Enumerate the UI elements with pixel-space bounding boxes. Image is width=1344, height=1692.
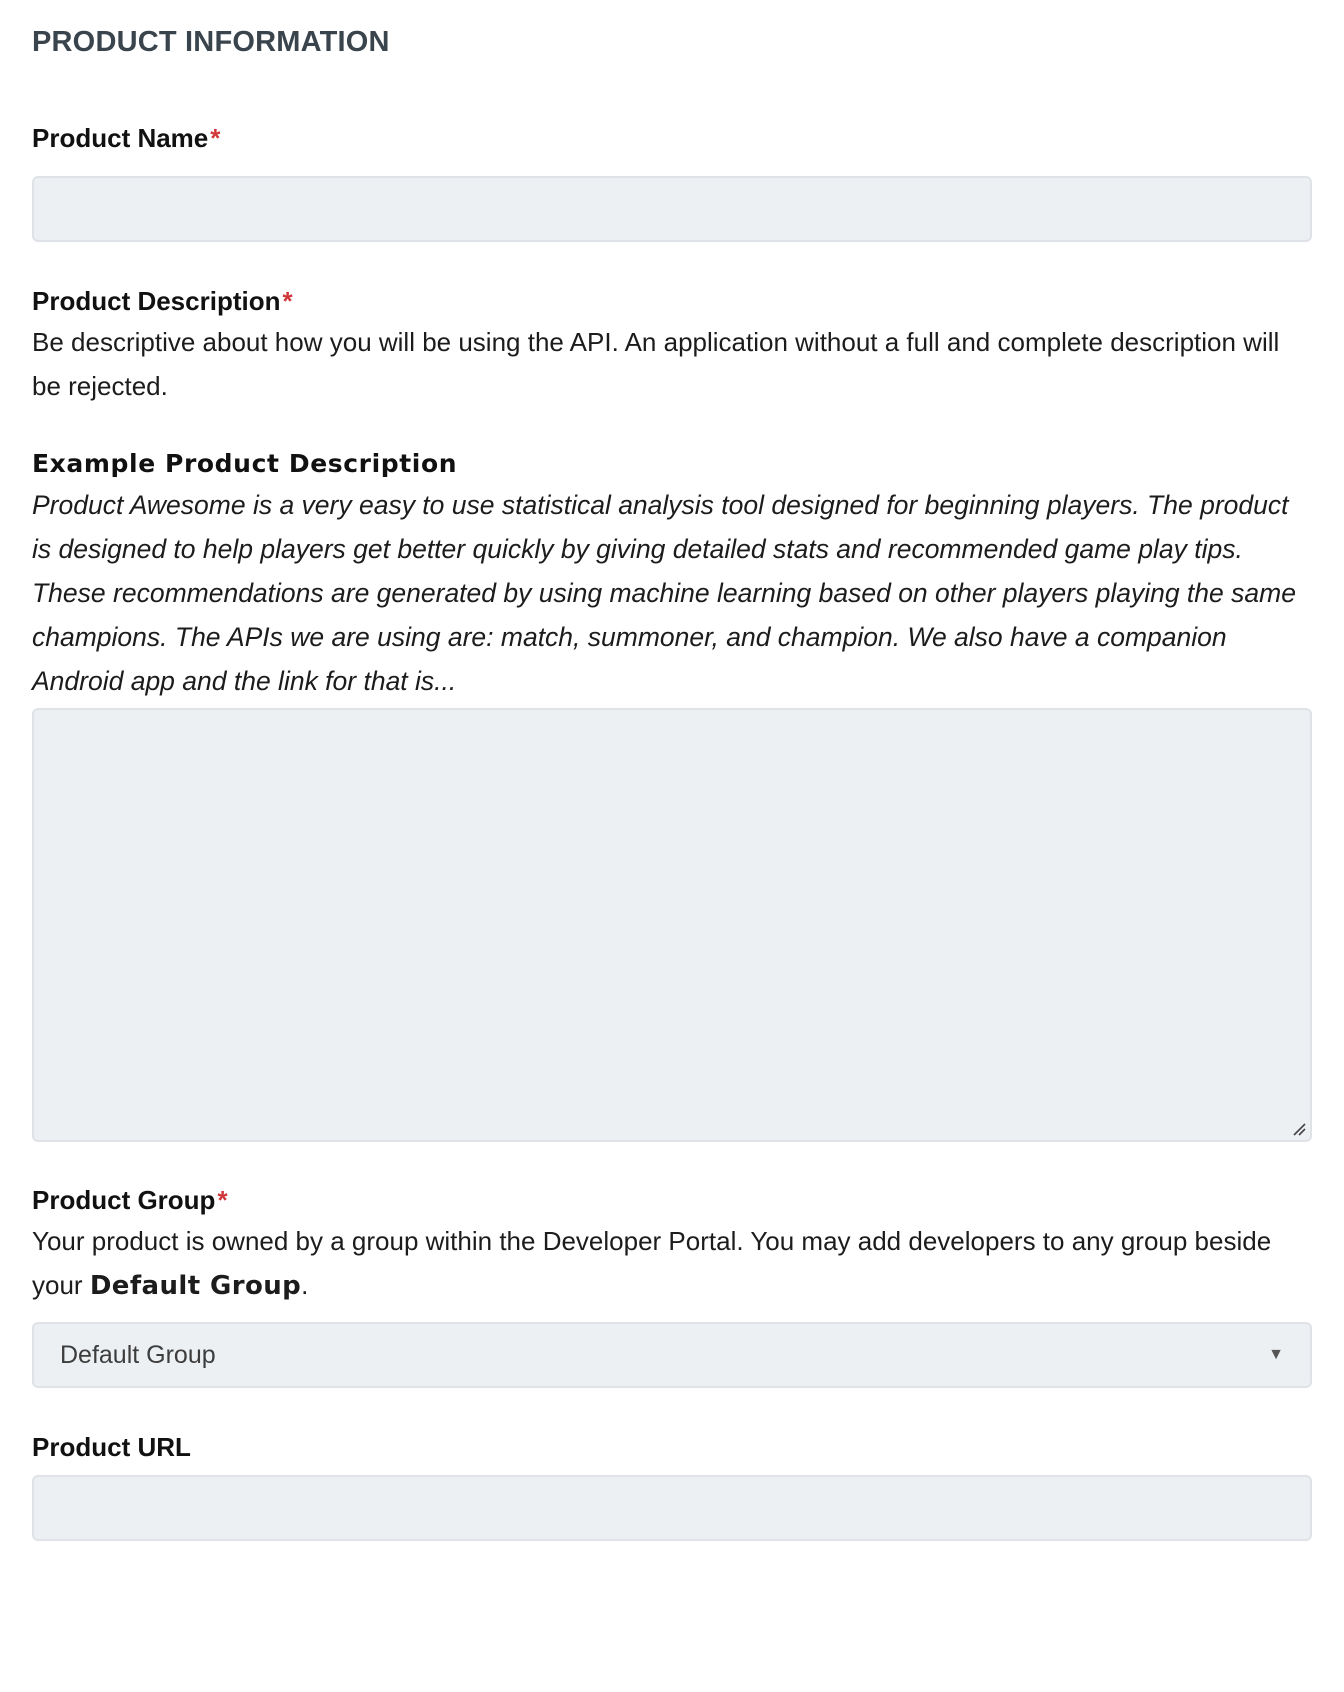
resize-handle-icon[interactable] bbox=[1292, 1122, 1306, 1136]
product-url-label-text: Product URL bbox=[32, 1432, 191, 1462]
product-name-input[interactable] bbox=[32, 176, 1312, 242]
product-group-label bbox=[32, 1182, 228, 1218]
product-group-help-suffix: . bbox=[301, 1270, 309, 1300]
product-group-help bbox=[32, 1219, 1314, 1308]
product-description-textarea[interactable] bbox=[32, 708, 1312, 1142]
example-description-text: Product Awesome is a very easy to use statistical analysis tool designed for beginning players. The product is designed to help players get better quickly by giving detailed stats and recommended game play tips. These recommendations are generated by using machine learning based on other players playing the same champions. The APIs we are using are: match, summoner, and champion. We also have a companion Android app and the link for that is... bbox=[32, 490, 1296, 696]
product-url-label bbox=[32, 1429, 191, 1465]
product-group-select[interactable] bbox=[32, 1322, 1312, 1388]
example-description-heading: Example Product Description bbox=[32, 449, 458, 478]
required-marker: * bbox=[282, 286, 293, 316]
product-description-textarea-wrap bbox=[32, 708, 1312, 1142]
section-title: PRODUCT INFORMATION bbox=[32, 26, 390, 58]
product-name-label bbox=[32, 120, 220, 156]
product-description-label bbox=[32, 283, 293, 319]
product-description-help: Be descriptive about how you will be using the API. An application without a full and complete description will be rejected. bbox=[32, 327, 1280, 401]
product-name-label-text: Product Name bbox=[32, 123, 209, 153]
required-marker: * bbox=[217, 1185, 228, 1215]
default-group-emphasis: Default Group bbox=[89, 1271, 302, 1301]
product-url-input[interactable] bbox=[32, 1475, 1312, 1541]
caret-down-icon: ▼ bbox=[1268, 1346, 1284, 1363]
required-marker: * bbox=[210, 123, 221, 153]
product-description-label-text: Product Description bbox=[32, 286, 281, 316]
product-group-label-text: Product Group bbox=[32, 1185, 216, 1215]
product-group-help-text: Your product is owned by a group within the Developer Portal. You may add developers to any group beside your bbox=[32, 1226, 1272, 1300]
product-group-selected-value: Default Group bbox=[60, 1340, 216, 1369]
